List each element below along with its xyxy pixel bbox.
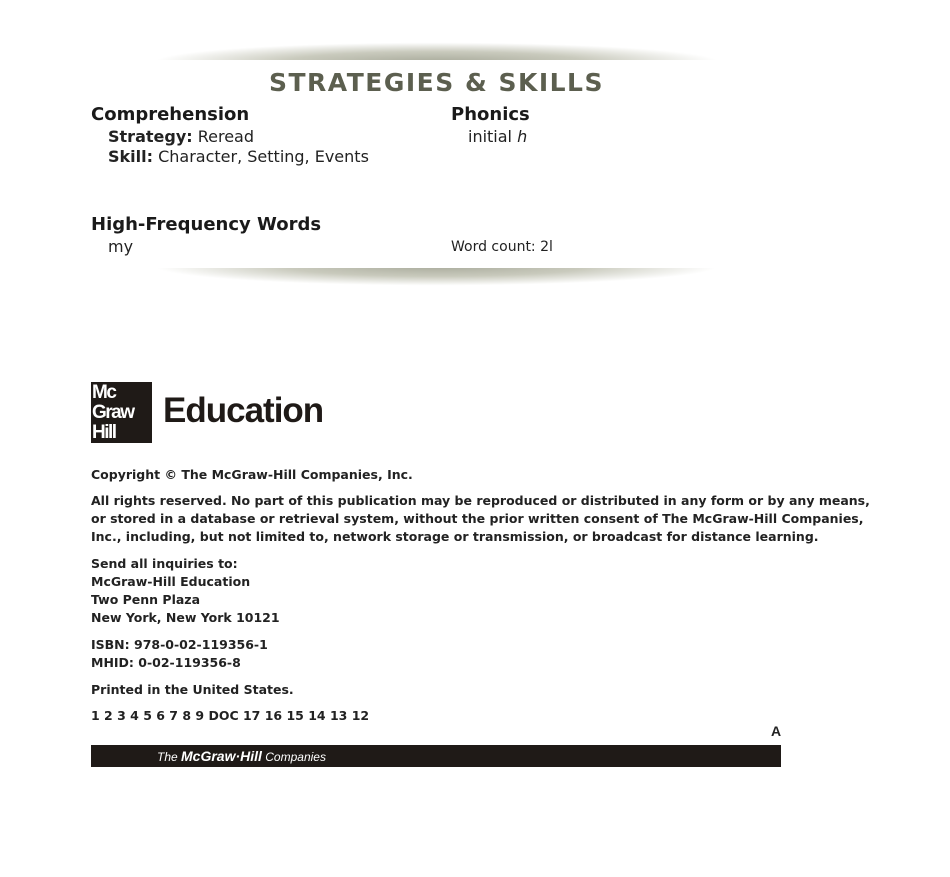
mcgraw-hill-logo-mark xyxy=(91,382,152,443)
edition-letter: A xyxy=(771,723,782,739)
skill-value: Character, Setting, Events xyxy=(153,147,369,166)
panel-title: STRATEGIES & SKILLS xyxy=(268,68,604,97)
footer-brand: McGraw·Hill xyxy=(181,748,262,764)
mhid-line: MHID: 0-02-119356-8 xyxy=(91,655,241,670)
logo-mark-line-2: Graw xyxy=(92,402,134,423)
skill-label: Skill: xyxy=(108,147,154,166)
isbn-line: ISBN: 978-0-02-119356-1 xyxy=(91,637,268,652)
footer-brand-text xyxy=(157,748,326,764)
logo-mark-line-3: Hill xyxy=(92,422,116,443)
rights-line-2: or stored in a database or retrieval system, without the prior written consent of The McGraw-Hill Companies, xyxy=(91,511,864,526)
inquiries-line-1: Send all inquiries to: xyxy=(91,556,238,571)
inquiries-block xyxy=(91,555,280,627)
strategies-panel xyxy=(75,36,798,292)
comprehension-heading: Comprehension xyxy=(91,104,250,125)
strategy-line xyxy=(108,127,254,146)
rights-line-3: Inc., including, but not limited to, network storage or transmission, or broadcast for distance learning. xyxy=(91,529,819,544)
word-count: Word count: 2l xyxy=(451,239,553,255)
skill-line xyxy=(108,147,369,166)
phonics-value-italic: h xyxy=(517,127,528,146)
phonics-value-text: initial xyxy=(468,127,518,146)
strategy-label: Strategy: xyxy=(108,127,193,146)
footer-bar xyxy=(91,745,781,767)
logo-mark-line-1: Mc xyxy=(92,382,116,403)
rights-paragraph xyxy=(91,492,870,546)
inquiries-line-4: New York, New York 10121 xyxy=(91,610,280,625)
phonics-heading: Phonics xyxy=(451,104,530,125)
hfw-value: my xyxy=(108,237,134,256)
copyright-line: Copyright © The McGraw-Hill Companies, Inc. xyxy=(91,467,413,482)
logo-wordmark: Education xyxy=(163,391,324,430)
printing-number-line: 1 2 3 4 5 6 7 8 9 DOC 17 16 15 14 13 12 xyxy=(91,708,370,723)
footer-prefix: The xyxy=(157,750,182,764)
footer-suffix: Companies xyxy=(261,750,326,764)
panel-bottom-shadow xyxy=(75,266,798,292)
rights-line-1: All rights reserved. No part of this publication may be reproduced or distributed in any form or by any means, xyxy=(91,493,870,508)
printed-line: Printed in the United States. xyxy=(91,682,294,697)
inquiries-line-2: McGraw-Hill Education xyxy=(91,574,251,589)
hfw-heading: High-Frequency Words xyxy=(91,214,322,235)
isbn-block xyxy=(91,636,268,672)
strategy-value: Reread xyxy=(192,127,254,146)
phonics-value xyxy=(468,127,527,146)
inquiries-line-3: Two Penn Plaza xyxy=(91,592,201,607)
panel-top-shadow xyxy=(75,36,798,62)
